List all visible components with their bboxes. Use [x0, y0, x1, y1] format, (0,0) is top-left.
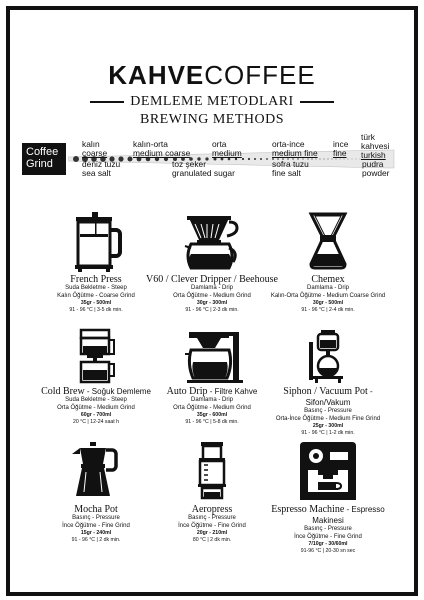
method-ratio: 30gr - 300ml — [196, 300, 228, 306]
subtitle-en: BREWING METHODS — [140, 112, 284, 127]
method-type: Damlama - Drip — [306, 285, 349, 291]
method-ratio: 30gr - 500ml — [312, 300, 344, 306]
method-ratio: 35gr - 600ml — [196, 412, 228, 418]
method-name: Espresso Machine - Espresso Makinesi — [271, 504, 385, 525]
method-grind: Orta Öğütme - Medium Grind — [57, 404, 135, 411]
method-ratio: 20gr - 210ml — [196, 530, 228, 536]
moka-pot-icon — [66, 440, 126, 502]
method-name: Mocha Pot — [74, 504, 118, 515]
grind-compare-fine-salt: sofra tuzu fine salt — [272, 159, 309, 178]
chemex-icon — [303, 210, 353, 272]
method-ratio: 15gr - 240ml — [80, 530, 112, 536]
method-type: Basınç - Pressure — [304, 408, 352, 414]
method-grind: Orta Öğütme - Medium Grind — [173, 404, 251, 411]
method-type: Suda Bekletme - Steep — [65, 397, 127, 403]
method-temp-time: 91 - 96 °C | 5-8 dk min. — [185, 419, 239, 425]
method-name: Siphon / Vacuum Pot - Sifon/Vakum — [283, 386, 373, 407]
grind-compare-sugar: toz şeker granulated sugar — [172, 159, 235, 178]
grind-label-fine: ince fine — [333, 139, 349, 158]
method-grind: İnce Öğütme - Fine Grind — [294, 533, 362, 540]
auto-drip-icon — [177, 328, 247, 384]
method-name: V60 / Clever Dripper / Beehouse — [146, 274, 278, 285]
grind-label-turkish: türk kahvesi turkish — [361, 132, 390, 160]
method-type: Basınç - Pressure — [304, 526, 352, 532]
siphon-icon — [303, 328, 353, 384]
method-temp-time: 91 - 96 °C | 2-4 dk min. — [301, 307, 355, 313]
method-type: Damlama - Drip — [190, 285, 233, 291]
method-grind: Kalın-Orta Öğütme - Medium Coarse Grind — [270, 292, 386, 299]
method-name: Cold Brew - Soğuk Demleme — [41, 386, 151, 397]
method-type: Basınç - Pressure — [72, 515, 120, 521]
coffee-grind-label: Coffee Grind — [22, 143, 66, 175]
method-temp-time: 91-96 °C | 20-30 sn sec — [300, 548, 356, 554]
method-name: Aeropress — [191, 504, 233, 515]
method-ratio: 60gr - 700ml — [80, 412, 112, 418]
method-grind: Kalın Öğütme - Coarse Grind — [57, 292, 135, 299]
page-title: KAHVECOFFEE — [108, 60, 316, 90]
aeropress-icon — [187, 440, 237, 502]
grind-label-coarse: kalın coarse — [82, 139, 108, 158]
method-temp-time: 20 °C | 12-24 saat h — [72, 419, 120, 425]
grind-label-medium: orta medium — [212, 139, 242, 158]
french-press-icon — [66, 210, 126, 272]
grind-compare-powder: pudra powder — [362, 159, 390, 178]
method-chemex — [260, 210, 396, 314]
method-ratio: 7/10gr - 30/60ml — [308, 541, 348, 547]
method-type: Basınç - Pressure — [188, 515, 236, 521]
method-type: Damlama - Drip — [190, 397, 233, 403]
method-grind: Orta-İnce Öğütme - Medium Fine Grind — [275, 415, 381, 422]
method-temp-time: 91 - 96 °C | 2 dk min. — [71, 537, 121, 543]
method-ratio: 35gr - 500ml — [80, 300, 112, 306]
subtitle-tr: DEMLEME METODLARI — [0, 94, 424, 110]
method-grind: Orta Öğütme - Medium Grind — [173, 292, 251, 299]
v60-dripper-icon — [177, 210, 247, 272]
method-name: French Press — [70, 274, 122, 285]
method-name: Auto Drip - Filtre Kahve — [166, 386, 258, 397]
method-ratio: 25gr - 300ml — [312, 423, 344, 429]
method-temp-time: 80 °C | 2 dk min. — [192, 537, 232, 543]
method-temp-time: 91 - 96 °C | 1-2 dk min. — [301, 430, 355, 436]
method-siphon — [260, 328, 396, 437]
method-type: Suda Bekletme - Steep — [65, 285, 127, 291]
method-espresso-machine — [260, 440, 396, 555]
espresso-machine-icon — [296, 440, 360, 502]
method-temp-time: 91 - 96 °C | 2-3 dk min. — [185, 307, 239, 313]
grind-label-medium-coarse: kalın-orta medium coarse — [133, 139, 191, 158]
grind-compare-sea-salt: deniz tuzu sea salt — [82, 159, 121, 178]
cold-brew-icon — [71, 328, 121, 384]
grind-label-medium-fine: orta-ince medium fine — [272, 139, 318, 158]
method-name: Chemex — [311, 274, 345, 285]
method-temp-time: 91 - 96 °C | 3-5 dk min. — [69, 307, 123, 313]
method-grind: İnce Öğütme - Fine Grind — [62, 522, 130, 529]
method-grind: İnce Öğütme - Fine Grind — [178, 522, 246, 529]
